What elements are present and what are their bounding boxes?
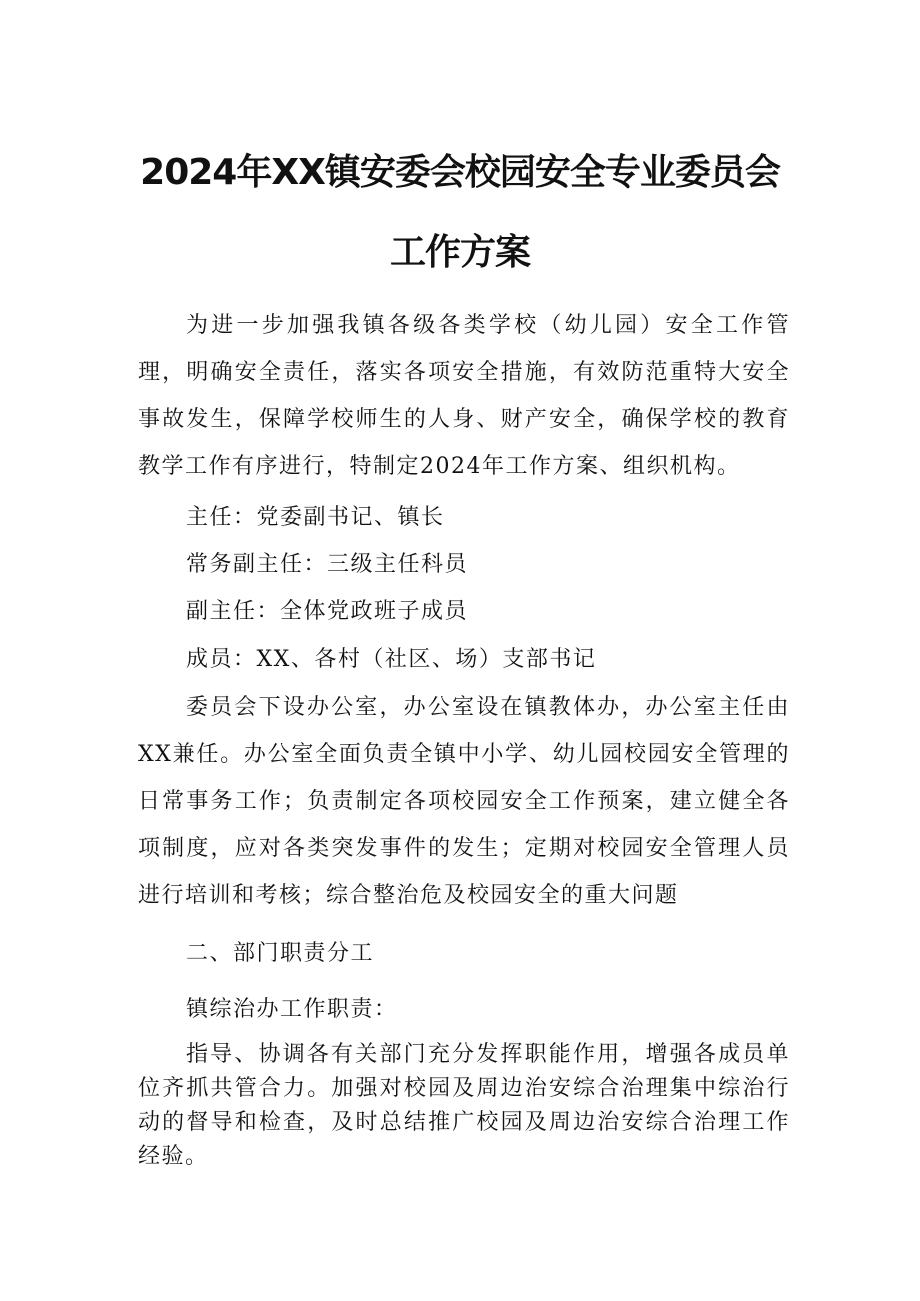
executive-deputy-line: 常务副主任：三级主任科员 (186, 552, 469, 577)
director-line: 主任：党委副书记、镇长 (186, 505, 445, 530)
intro-paragraph: 为进一步加强我镇各级各类学校（幼儿园）安全工作管理，明确安全责任，落实各项安全措施，有效防范重特大安全事故发生，保障学校师生的人身、财产安全，确保学校的教育教学工作有序进行，特制定2024年工作方案、组织机构。 (138, 313, 790, 479)
deputy-line: 副主任：全体党政班子成员 (186, 599, 469, 624)
section-heading: 二、部门职责分工 (186, 941, 375, 966)
document-title-line-2: 工作方案 (389, 232, 530, 273)
members-line: 成员：XX、各村（社区、场）支部书记 (186, 647, 597, 672)
document-title-line-1: 2024年XX镇安委会校园安全专业委员会 (140, 152, 780, 193)
office-paragraph: 委员会下设办公室，办公室设在镇教体办，办公室主任由XX兼任。办公室全面负责全镇中小学、幼儿园校园安全管理的日常事务工作；负责制定各项校园安全工作预案，建立健全各项制度，应对各类突发事件的发生；定期对校园安全管理人员进行培训和考核；综合整治危及校园安全的重大问题 (138, 695, 790, 908)
duty-paragraph: 指导、协调各有关部门充分发挥职能作用，增强各成员单位齐抓共管合力。加强对校园及周边治安综合治理集中综治行动的督导和检查，及时总结推广校园及周边治安综合治理工作经验。 (138, 1042, 790, 1169)
duty-heading: 镇综治办工作职责： (186, 997, 398, 1022)
